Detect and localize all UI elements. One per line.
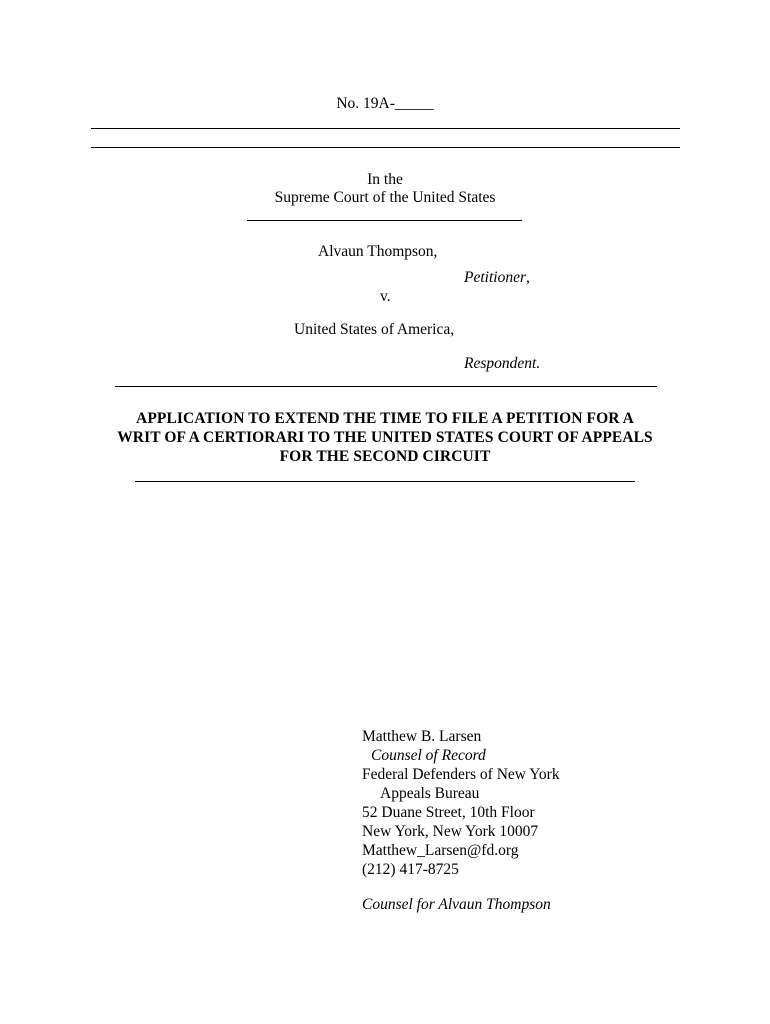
counsel-for: Counsel for Alvaun Thompson: [362, 896, 551, 913]
respondent-name: United States of America,: [294, 321, 455, 338]
petitioner-role-suffix: ,: [526, 269, 530, 286]
counsel-address-line-1: 52 Duane Street, 10th Floor: [362, 804, 535, 821]
counsel-phone: (212) 417-8725: [362, 861, 459, 878]
title-line-2: WRIT OF A CERTIORARI TO THE UNITED STATES COURT OF APPEALS: [117, 429, 653, 446]
counsel-address-line-2: New York, New York 10007: [362, 823, 539, 840]
court-rule: [247, 220, 522, 221]
title-top-rule: [115, 386, 657, 387]
versus: v.: [380, 288, 391, 305]
court-name: Supreme Court of the United States: [274, 189, 496, 206]
title-line-1: APPLICATION TO EXTEND THE TIME TO FILE A PETITION FOR A: [136, 410, 634, 427]
counsel-email: Matthew_Larsen@fd.org: [362, 842, 519, 859]
counsel-name: Matthew B. Larsen: [362, 728, 482, 745]
petitioner-role: Petitioner: [464, 269, 526, 286]
counsel-org-line-2: Appeals Bureau: [380, 785, 480, 802]
top-rule-1: [91, 128, 680, 129]
counsel-org-line-1: Federal Defenders of New York: [362, 766, 560, 783]
document-title: [80, 409, 690, 466]
counsel-role: Counsel of Record: [371, 747, 486, 764]
respondent-role: Respondent.: [464, 355, 541, 372]
counsel-block: [362, 727, 560, 879]
petitioner-role-line: [464, 268, 530, 287]
top-rule-2: [91, 147, 680, 148]
case-number: No. 19A-_____: [336, 95, 434, 112]
title-bottom-rule: [135, 481, 635, 482]
petitioner-name: Alvaun Thompson,: [318, 243, 438, 260]
title-line-3: FOR THE SECOND CIRCUIT: [279, 448, 491, 465]
court-line-1: In the: [367, 171, 403, 188]
